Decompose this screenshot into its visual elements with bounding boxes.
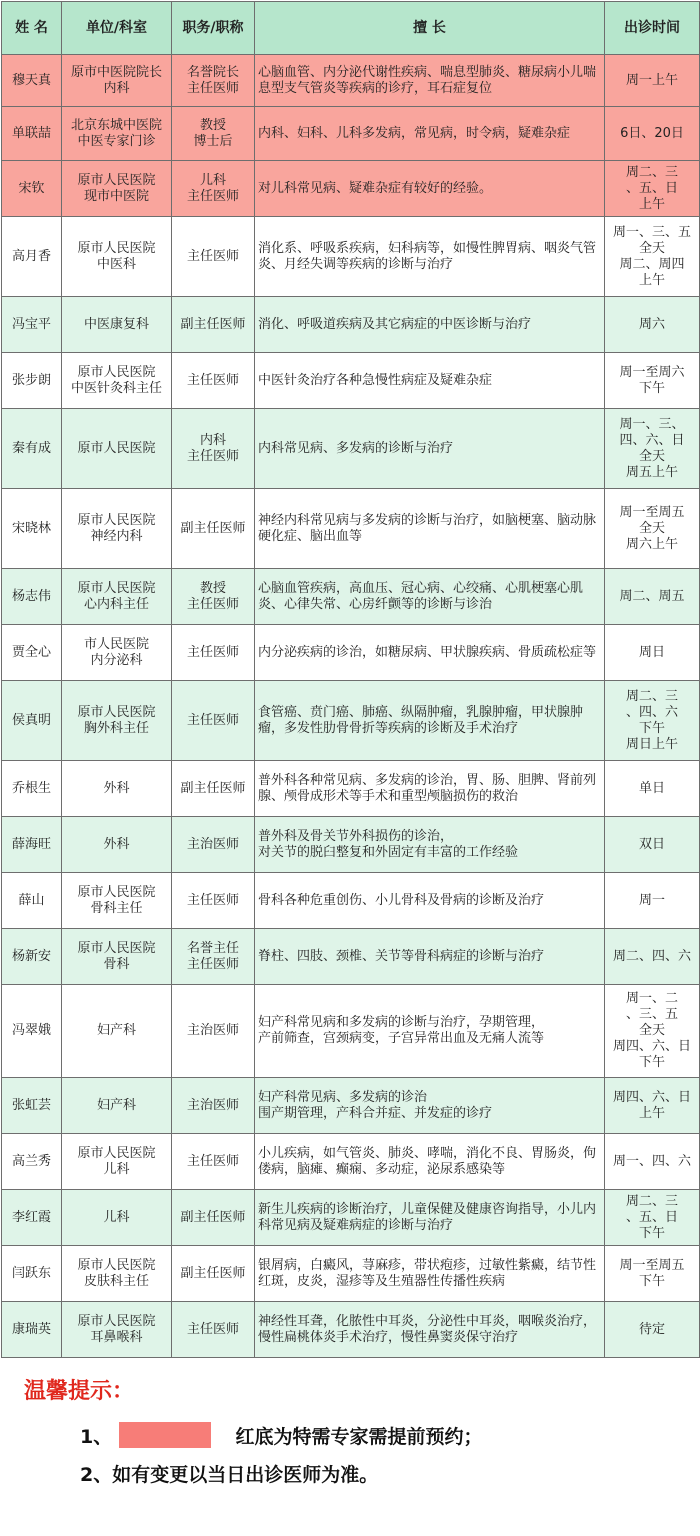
doctor-title: 教授 博士后 xyxy=(172,107,255,161)
doctor-title: 主任医师 xyxy=(172,353,255,409)
table-header-row xyxy=(2,2,700,55)
tips-title: 温馨提示： xyxy=(24,1379,135,1404)
doctor-name: 冯宝平 xyxy=(2,297,62,353)
table-row xyxy=(2,569,700,625)
doctor-specialty: 内分泌疾病的诊治，如糖尿病、甲状腺疾病、骨质疏松症等 xyxy=(255,625,605,681)
doctor-name: 高兰秀 xyxy=(2,1134,62,1190)
table-row xyxy=(2,1134,700,1190)
doctor-unit: 原市中医院院长 内科 xyxy=(62,55,172,107)
doctor-unit: 原市人民医院 中医科 xyxy=(62,217,172,297)
doctor-unit: 中医康复科 xyxy=(62,297,172,353)
header-time: 出诊时间 xyxy=(605,2,700,55)
doctor-specialty: 普外科各种常见病、多发病的诊治，胃、肠、胆脾、肾前列腺、颅骨成形术等手术和重型颅脑损伤的救治 xyxy=(255,761,605,817)
doctor-title: 主任医师 xyxy=(172,1302,255,1358)
doctor-specialty: 心脑血管疾病，高血压、冠心病、心绞痛、心肌梗塞心肌炎、心律失常、心房纤颤等的诊断与诊治 xyxy=(255,569,605,625)
red-background-swatch xyxy=(119,1422,211,1448)
table-row xyxy=(2,1246,700,1302)
doctor-unit: 原市人民医院 耳鼻喉科 xyxy=(62,1302,172,1358)
doctor-specialty: 消化系、呼吸系疾病，妇科病等，如慢性脾胃病、咽炎气管炎、月经失调等疾病的诊断与治疗 xyxy=(255,217,605,297)
doctor-specialty: 妇产科常见病、多发病的诊治 围产期管理，产科合并症、并发症的诊疗 xyxy=(255,1078,605,1134)
doctor-title: 内科 主任医师 xyxy=(172,409,255,489)
clinic-time: 单日 xyxy=(605,761,700,817)
table-row xyxy=(2,353,700,409)
doctor-title: 主任医师 xyxy=(172,625,255,681)
doctor-specialty: 小儿疾病，如气管炎、肺炎、哮喘，消化不良、胃肠炎，佝偻病，脑瘫、癫痫、多动症，泌尿系感染等 xyxy=(255,1134,605,1190)
doctor-title: 主任医师 xyxy=(172,1134,255,1190)
doctor-title: 副主任医师 xyxy=(172,761,255,817)
doctor-name: 宋晓林 xyxy=(2,489,62,569)
doctor-unit: 原市人民医院 神经内科 xyxy=(62,489,172,569)
clinic-time: 双日 xyxy=(605,817,700,873)
doctor-unit: 外科 xyxy=(62,761,172,817)
doctor-name: 张虹芸 xyxy=(2,1078,62,1134)
clinic-time: 周日 xyxy=(605,625,700,681)
doctor-name: 薛海旺 xyxy=(2,817,62,873)
doctor-unit: 原市人民医院 骨科主任 xyxy=(62,873,172,929)
clinic-time: 周六 xyxy=(605,297,700,353)
doctor-specialty: 内科、妇科、儿科多发病，常见病，时令病，疑难杂症 xyxy=(255,107,605,161)
doctor-specialty: 神经性耳聋，化脓性中耳炎，分泌性中耳炎，咽喉炎治疗，慢性扁桃体炎手术治疗，慢性鼻窦炎保守治疗 xyxy=(255,1302,605,1358)
table-row xyxy=(2,217,700,297)
doctor-name: 冯翠娥 xyxy=(2,985,62,1078)
clinic-time: 周二、三 、四、六 下午 周日上午 xyxy=(605,681,700,761)
clinic-time: 周二、周五 xyxy=(605,569,700,625)
doctor-title: 主任医师 xyxy=(172,681,255,761)
doctor-title: 主治医师 xyxy=(172,817,255,873)
table-row xyxy=(2,161,700,217)
tip-line-1 xyxy=(80,1422,483,1451)
doctor-unit: 原市人民医院 胸外科主任 xyxy=(62,681,172,761)
doctor-title: 副主任医师 xyxy=(172,1246,255,1302)
doctor-name: 杨新安 xyxy=(2,929,62,985)
doctor-unit: 外科 xyxy=(62,817,172,873)
doctor-title: 副主任医师 xyxy=(172,297,255,353)
doctor-specialty: 中医针灸治疗各种急慢性病症及疑难杂症 xyxy=(255,353,605,409)
tip-1-number: 1、 xyxy=(80,1426,113,1448)
doctor-specialty: 普外科及骨关节外科损伤的诊治， 对关节的脱臼整复和外固定有丰富的工作经验 xyxy=(255,817,605,873)
clinic-time: 周一、三、五 全天 周二、周四 上午 xyxy=(605,217,700,297)
clinic-time: 周二、三 、五、日 下午 xyxy=(605,1190,700,1246)
table-row xyxy=(2,489,700,569)
doctor-unit: 原市人民医院 xyxy=(62,409,172,489)
doctor-name: 秦有成 xyxy=(2,409,62,489)
doctor-name: 高月香 xyxy=(2,217,62,297)
doctor-specialty: 对儿科常见病、疑难杂症有较好的经验。 xyxy=(255,161,605,217)
doctor-unit: 妇产科 xyxy=(62,985,172,1078)
doctor-title: 名誉院长 主任医师 xyxy=(172,55,255,107)
clinic-time: 周一、二 、三、五 全天 周四、六、日 下午 xyxy=(605,985,700,1078)
doctor-title: 副主任医师 xyxy=(172,1190,255,1246)
doctor-name: 李红霞 xyxy=(2,1190,62,1246)
clinic-time: 周一至周五 下午 xyxy=(605,1246,700,1302)
doctor-name: 杨志伟 xyxy=(2,569,62,625)
doctor-specialty: 神经内科常见病与多发病的诊断与治疗，如脑梗塞、脑动脉硬化症、脑出血等 xyxy=(255,489,605,569)
doctor-title: 副主任医师 xyxy=(172,489,255,569)
doctor-unit: 儿科 xyxy=(62,1190,172,1246)
table-row xyxy=(2,55,700,107)
doctor-name: 张步朗 xyxy=(2,353,62,409)
tip-line-2: 2、如有变更以当日出诊医师为准。 xyxy=(80,1464,379,1486)
doctor-name: 闫跃东 xyxy=(2,1246,62,1302)
clinic-time: 周一、四、六 xyxy=(605,1134,700,1190)
doctor-unit: 原市人民医院 皮肤科主任 xyxy=(62,1246,172,1302)
table-row xyxy=(2,929,700,985)
table-row xyxy=(2,297,700,353)
table-row xyxy=(2,817,700,873)
clinic-time: 待定 xyxy=(605,1302,700,1358)
doctor-title: 教授 主任医师 xyxy=(172,569,255,625)
doctor-unit: 原市人民医院 心内科主任 xyxy=(62,569,172,625)
clinic-time: 周一上午 xyxy=(605,55,700,107)
doctor-name: 薛山 xyxy=(2,873,62,929)
clinic-time: 周四、六、日 上午 xyxy=(605,1078,700,1134)
table-row xyxy=(2,1078,700,1134)
doctor-title: 名誉主任 主任医师 xyxy=(172,929,255,985)
clinic-time: 周二、三 、五、日 上午 xyxy=(605,161,700,217)
table-row xyxy=(2,107,700,161)
clinic-time: 6日、20日 xyxy=(605,107,700,161)
doctor-title: 儿科 主任医师 xyxy=(172,161,255,217)
table-row xyxy=(2,761,700,817)
table-row xyxy=(2,409,700,489)
doctor-name: 贾全心 xyxy=(2,625,62,681)
doctor-specialty: 脊柱、四肢、颈椎、关节等骨科病症的诊断与治疗 xyxy=(255,929,605,985)
doctor-name: 宋钦 xyxy=(2,161,62,217)
tips-section xyxy=(0,1356,700,1536)
doctor-specialty: 银屑病，白癜风，荨麻疹，带状疱疹，过敏性紫癜，结节性红斑，皮炎，湿疹等及生殖器性传播性疾病 xyxy=(255,1246,605,1302)
doctor-title: 主治医师 xyxy=(172,1078,255,1134)
doctor-name: 穆天真 xyxy=(2,55,62,107)
doctor-unit: 北京东城中医院 中医专家门诊 xyxy=(62,107,172,161)
doctor-unit: 妇产科 xyxy=(62,1078,172,1134)
header-specialty: 擅 长 xyxy=(255,2,605,55)
doctor-unit: 原市人民医院 骨科 xyxy=(62,929,172,985)
table-row xyxy=(2,873,700,929)
doctor-name: 康瑞英 xyxy=(2,1302,62,1358)
doctor-unit: 市人民医院 内分泌科 xyxy=(62,625,172,681)
doctor-specialty: 新生儿疾病的诊断治疗，儿童保健及健康咨询指导，小儿内科常见病及疑难病症的诊断与治疗 xyxy=(255,1190,605,1246)
clinic-time: 周一 xyxy=(605,873,700,929)
doctor-name: 乔根生 xyxy=(2,761,62,817)
table-row xyxy=(2,681,700,761)
clinic-time: 周一、三、 四、六、日 全天 周五上午 xyxy=(605,409,700,489)
clinic-time: 周一至周六 下午 xyxy=(605,353,700,409)
doctor-specialty: 食管癌、贲门癌、肺癌、纵隔肿瘤，乳腺肿瘤，甲状腺肿瘤，多发性肋骨骨折等疾病的诊断及手术治疗 xyxy=(255,681,605,761)
clinic-time: 周一至周五 全天 周六上午 xyxy=(605,489,700,569)
doctor-unit: 原市人民医院 中医针灸科主任 xyxy=(62,353,172,409)
tip-1-text: 红底为特需专家需提前预约； xyxy=(235,1426,483,1448)
doctor-specialty: 妇产科常见病和多发病的诊断与治疗，孕期管理， 产前筛查，宫颈病变，子宫异常出血及无痛人流等 xyxy=(255,985,605,1078)
table-row xyxy=(2,625,700,681)
doctor-unit: 原市人民医院 儿科 xyxy=(62,1134,172,1190)
doctor-specialty: 心脑血管、内分泌代谢性疾病、喘息型肺炎、糖尿病小儿喘息型支气管炎等疾病的诊疗，耳石症复位 xyxy=(255,55,605,107)
header-unit: 单位/科室 xyxy=(62,2,172,55)
header-name: 姓 名 xyxy=(2,2,62,55)
table-row xyxy=(2,1190,700,1246)
header-title: 职务/职称 xyxy=(172,2,255,55)
doctor-name: 侯真明 xyxy=(2,681,62,761)
table-row xyxy=(2,1302,700,1358)
doctor-unit: 原市人民医院 现市中医院 xyxy=(62,161,172,217)
doctor-schedule-table xyxy=(1,1,700,1358)
doctor-specialty: 骨科各种危重创伤、小儿骨科及骨病的诊断及治疗 xyxy=(255,873,605,929)
doctor-title: 主任医师 xyxy=(172,873,255,929)
doctor-title: 主任医师 xyxy=(172,217,255,297)
doctor-title: 主治医师 xyxy=(172,985,255,1078)
doctor-specialty: 内科常见病、多发病的诊断与治疗 xyxy=(255,409,605,489)
doctor-specialty: 消化、呼吸道疾病及其它病症的中医诊断与治疗 xyxy=(255,297,605,353)
clinic-time: 周二、四、六 xyxy=(605,929,700,985)
table-row xyxy=(2,985,700,1078)
doctor-name: 单联喆 xyxy=(2,107,62,161)
